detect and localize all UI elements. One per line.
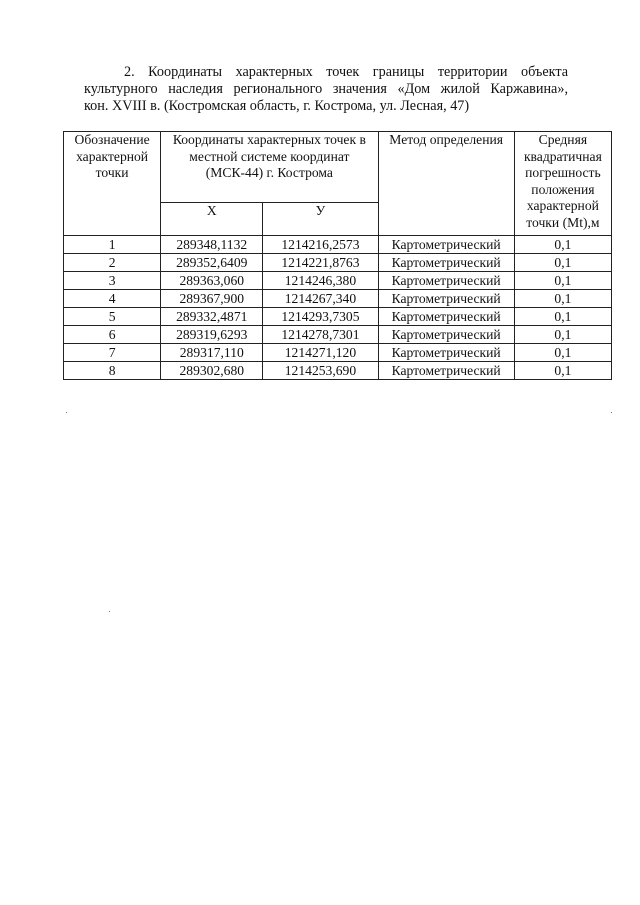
cell-error: 0,1 <box>514 236 611 254</box>
cell-y: 1214246,380 <box>263 272 378 290</box>
table-row <box>64 344 612 362</box>
cell-x: 289332,4871 <box>161 308 263 326</box>
scan-speck <box>109 611 110 612</box>
cell-method: Картометрический <box>378 290 514 308</box>
cell-y: 1214278,7301 <box>263 326 378 344</box>
table-row <box>64 236 612 254</box>
cell-y: 1214221,8763 <box>263 254 378 272</box>
table-row <box>64 254 612 272</box>
cell-x: 289367,900 <box>161 290 263 308</box>
cell-point: 3 <box>64 272 161 290</box>
cell-point: 7 <box>64 344 161 362</box>
scan-speck <box>66 412 67 413</box>
cell-x: 289363,060 <box>161 272 263 290</box>
cell-error: 0,1 <box>514 308 611 326</box>
cell-method: Картометрический <box>378 344 514 362</box>
coordinates-table <box>63 131 612 380</box>
heading-line-2: культурного наследия регионального значения «Дом жилой Каржавина», <box>84 81 568 97</box>
cell-point: 6 <box>64 326 161 344</box>
cell-method: Картометрический <box>378 254 514 272</box>
cell-x: 289352,6409 <box>161 254 263 272</box>
cell-y: 1214253,690 <box>263 362 378 380</box>
cell-method: Картометрический <box>378 362 514 380</box>
scan-speck <box>611 412 612 413</box>
cell-method: Картометрический <box>378 272 514 290</box>
cell-point: 1 <box>64 236 161 254</box>
cell-x: 289302,680 <box>161 362 263 380</box>
header-point: Обозначение характерной точки <box>64 132 161 236</box>
table-row <box>64 362 612 380</box>
cell-error: 0,1 <box>514 326 611 344</box>
cell-error: 0,1 <box>514 362 611 380</box>
cell-method: Картометрический <box>378 308 514 326</box>
cell-error: 0,1 <box>514 290 611 308</box>
cell-point: 5 <box>64 308 161 326</box>
header-coordinates: Координаты характерных точек в местной системе координат (МСК-44) г. Кострома <box>161 132 378 203</box>
cell-y: 1214271,120 <box>263 344 378 362</box>
table-row <box>64 326 612 344</box>
table-body <box>64 236 612 380</box>
cell-method: Картометрический <box>378 326 514 344</box>
cell-x: 289348,1132 <box>161 236 263 254</box>
cell-error: 0,1 <box>514 272 611 290</box>
header-x: X <box>161 203 263 236</box>
header-error: Средняя квадратичная погрешность положения характерной точки (Mt),м <box>514 132 611 236</box>
heading-line-1: 2. Координаты характерных точек границы территории объекта <box>124 64 568 80</box>
section-heading <box>84 64 568 115</box>
cell-y: 1214267,340 <box>263 290 378 308</box>
cell-y: 1214293,7305 <box>263 308 378 326</box>
table-row <box>64 272 612 290</box>
table-row <box>64 308 612 326</box>
cell-method: Картометрический <box>378 236 514 254</box>
cell-x: 289319,6293 <box>161 326 263 344</box>
table-row <box>64 290 612 308</box>
cell-x: 289317,110 <box>161 344 263 362</box>
header-y: У <box>263 203 378 236</box>
cell-y: 1214216,2573 <box>263 236 378 254</box>
cell-error: 0,1 <box>514 254 611 272</box>
heading-line-3: кон. XVIII в. (Костромская область, г. Кострома, ул. Лесная, 47) <box>84 98 470 114</box>
cell-point: 8 <box>64 362 161 380</box>
header-method: Метод определения <box>378 132 514 236</box>
cell-error: 0,1 <box>514 344 611 362</box>
cell-point: 4 <box>64 290 161 308</box>
cell-point: 2 <box>64 254 161 272</box>
